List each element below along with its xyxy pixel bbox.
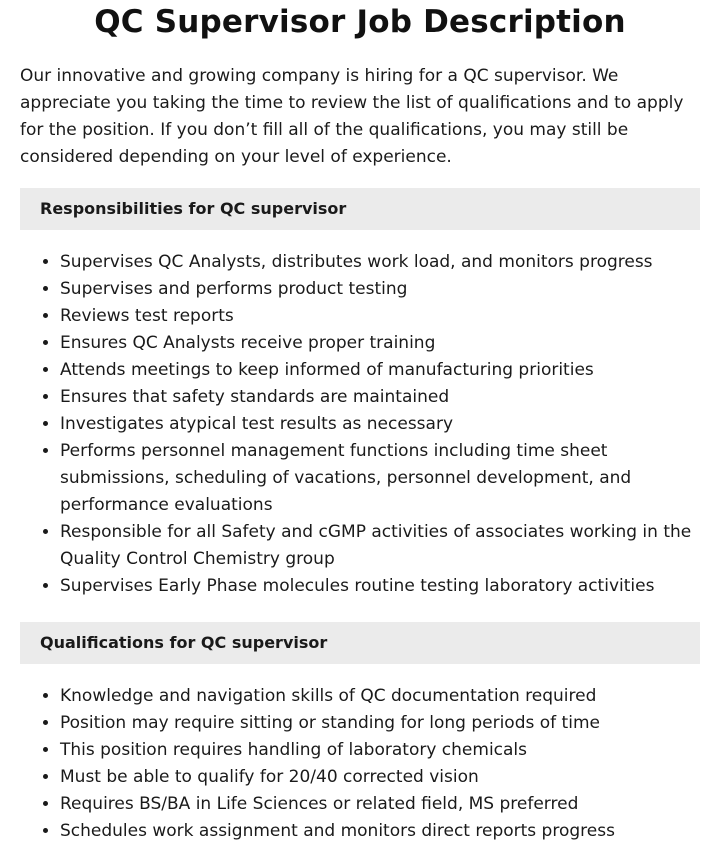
list-item: • Attends meetings to keep informed of manufacturing priorities <box>60 357 700 384</box>
intro-paragraph: Our innovative and growing company is hiring for a QC supervisor. We appreciate you taking the time to review the list of qualifications and to apply for the position. If you don’t fill all of the qualifications, you may still be considered depending on your level of experience. <box>20 66 684 167</box>
list-item: • Supervises and performs product testing <box>60 276 700 303</box>
list-item: • Supervises Early Phase molecules routine testing laboratory activities <box>60 573 700 600</box>
list-item: • Must be able to qualify for 20/40 corrected vision <box>60 764 700 791</box>
list-item: • Responsible for all Safety and cGMP activities of associates working in the Quality Control Chemistry group <box>60 519 700 573</box>
list-item: • Position may require sitting or standing for long periods of time <box>60 710 700 737</box>
list-item: • Requires BS/BA in Life Sciences or related field, MS preferred <box>60 791 700 818</box>
list-item: • Investigates atypical test results as necessary <box>60 411 700 438</box>
responsibilities-list <box>20 249 700 600</box>
list-item: • Ensures QC Analysts receive proper training <box>60 330 700 357</box>
list-item: • Knowledge and navigation skills of QC documentation required <box>60 683 700 710</box>
list-item: • Ensures that safety standards are maintained <box>60 384 700 411</box>
qualifications-list <box>20 683 700 845</box>
qualifications-heading: Qualifications for QC supervisor <box>20 622 700 664</box>
list-item: • Supervises QC Analysts, distributes work load, and monitors progress <box>60 249 700 276</box>
responsibilities-heading: Responsibilities for QC supervisor <box>20 188 700 230</box>
list-item: • Schedules work assignment and monitors direct reports progress <box>60 818 700 845</box>
list-item: • This position requires handling of laboratory chemicals <box>60 737 700 764</box>
list-item: • Reviews test reports <box>60 303 700 330</box>
page-title: QC Supervisor Job Description <box>94 4 626 40</box>
list-item: • Performs personnel management functions including time sheet submissions, scheduling of vacations, personnel development, and performance evaluations <box>60 438 700 519</box>
